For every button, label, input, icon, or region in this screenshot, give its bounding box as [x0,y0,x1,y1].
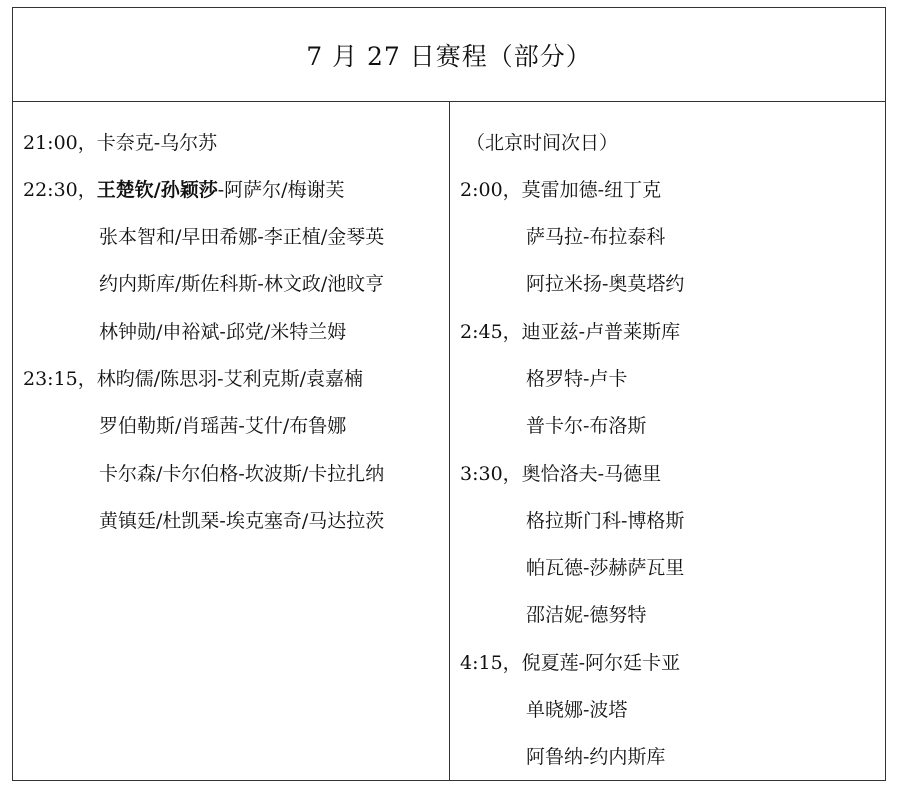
match-text: 阿拉米扬-奥莫塔约 [526,273,685,295]
match-text: 格拉斯门科-博格斯 [526,510,685,532]
schedule-row [99,406,346,446]
match-text: 黄镇廷/杜凯琹-埃克塞奇/马达拉茨 [99,510,385,532]
schedule-row [99,217,384,257]
beijing-time-note: （北京时间次日） [466,132,619,154]
schedule-note [466,123,618,163]
match-time: 2:45， [460,321,522,343]
schedule-row [23,170,345,210]
match-text: 林昀儒/陈思羽-艾利克斯/袁嘉楠 [96,368,363,390]
match-time: 22:30， [23,179,97,201]
title-bar [13,8,885,102]
schedule-row [526,501,684,541]
schedule-row [99,454,384,494]
match-text: -阿萨尔/梅谢芙 [217,179,345,201]
match-text: 莫雷加德-纽丁克 [521,179,662,201]
left-column [13,102,450,780]
schedule-row [460,170,661,210]
highlighted-pair: 王楚钦/孙颖莎 [96,179,218,201]
schedule-row [526,548,684,588]
schedule-row [526,737,665,777]
match-text: 迪亚兹-卢普莱斯库 [521,321,681,343]
match-text: 普卡尔-布洛斯 [526,415,647,437]
match-text: 卡奈克-乌尔苏 [96,132,218,154]
match-time: 3:30， [460,463,522,485]
schedule-row [526,359,627,399]
match-text: 倪夏莲-阿尔廷卡亚 [521,652,681,674]
match-text: 萨马拉-布拉泰科 [526,226,666,248]
match-text: 罗伯勒斯/肖瑶茜-艾什/布鲁娜 [99,415,347,437]
match-time: 2:00， [460,179,522,201]
match-time: 21:00， [23,132,97,154]
schedule-table [12,7,886,781]
match-text: 单晓娜-波塔 [526,699,628,721]
schedule-row [23,359,363,399]
schedule-row [526,690,627,730]
schedule-row [526,406,646,446]
schedule-row [99,501,384,541]
right-column [450,102,885,780]
schedule-row [99,312,346,352]
match-time: 4:15， [460,652,522,674]
match-text: 格罗特-卢卡 [526,368,628,390]
schedule-row [460,454,661,494]
match-text: 约内斯库/斯佐科斯-林文政/池旼亨 [99,273,385,295]
match-text: 帕瓦德-莎赫萨瓦里 [526,557,685,579]
match-text: 奥恰洛夫-马德里 [521,463,662,485]
match-text: 林钟勋/申裕斌-邱党/米特兰姆 [99,321,347,343]
match-text: 阿鲁纳-约内斯库 [526,746,666,768]
match-time: 23:15， [23,368,97,390]
schedule-row [460,312,680,352]
match-text: 邵洁妮-德努特 [526,604,647,626]
schedule-row [526,595,646,635]
schedule-row [99,264,384,304]
schedule-row [23,123,217,163]
match-text: 卡尔森/卡尔伯格-坎波斯/卡拉扎纳 [99,463,385,485]
schedule-row [460,643,680,683]
schedule-title: 7 月 27 日赛程（部分） [306,41,592,71]
match-text: 张本智和/早田希娜-李正植/金琴英 [99,226,385,248]
schedule-row [526,264,684,304]
schedule-row [526,217,665,257]
